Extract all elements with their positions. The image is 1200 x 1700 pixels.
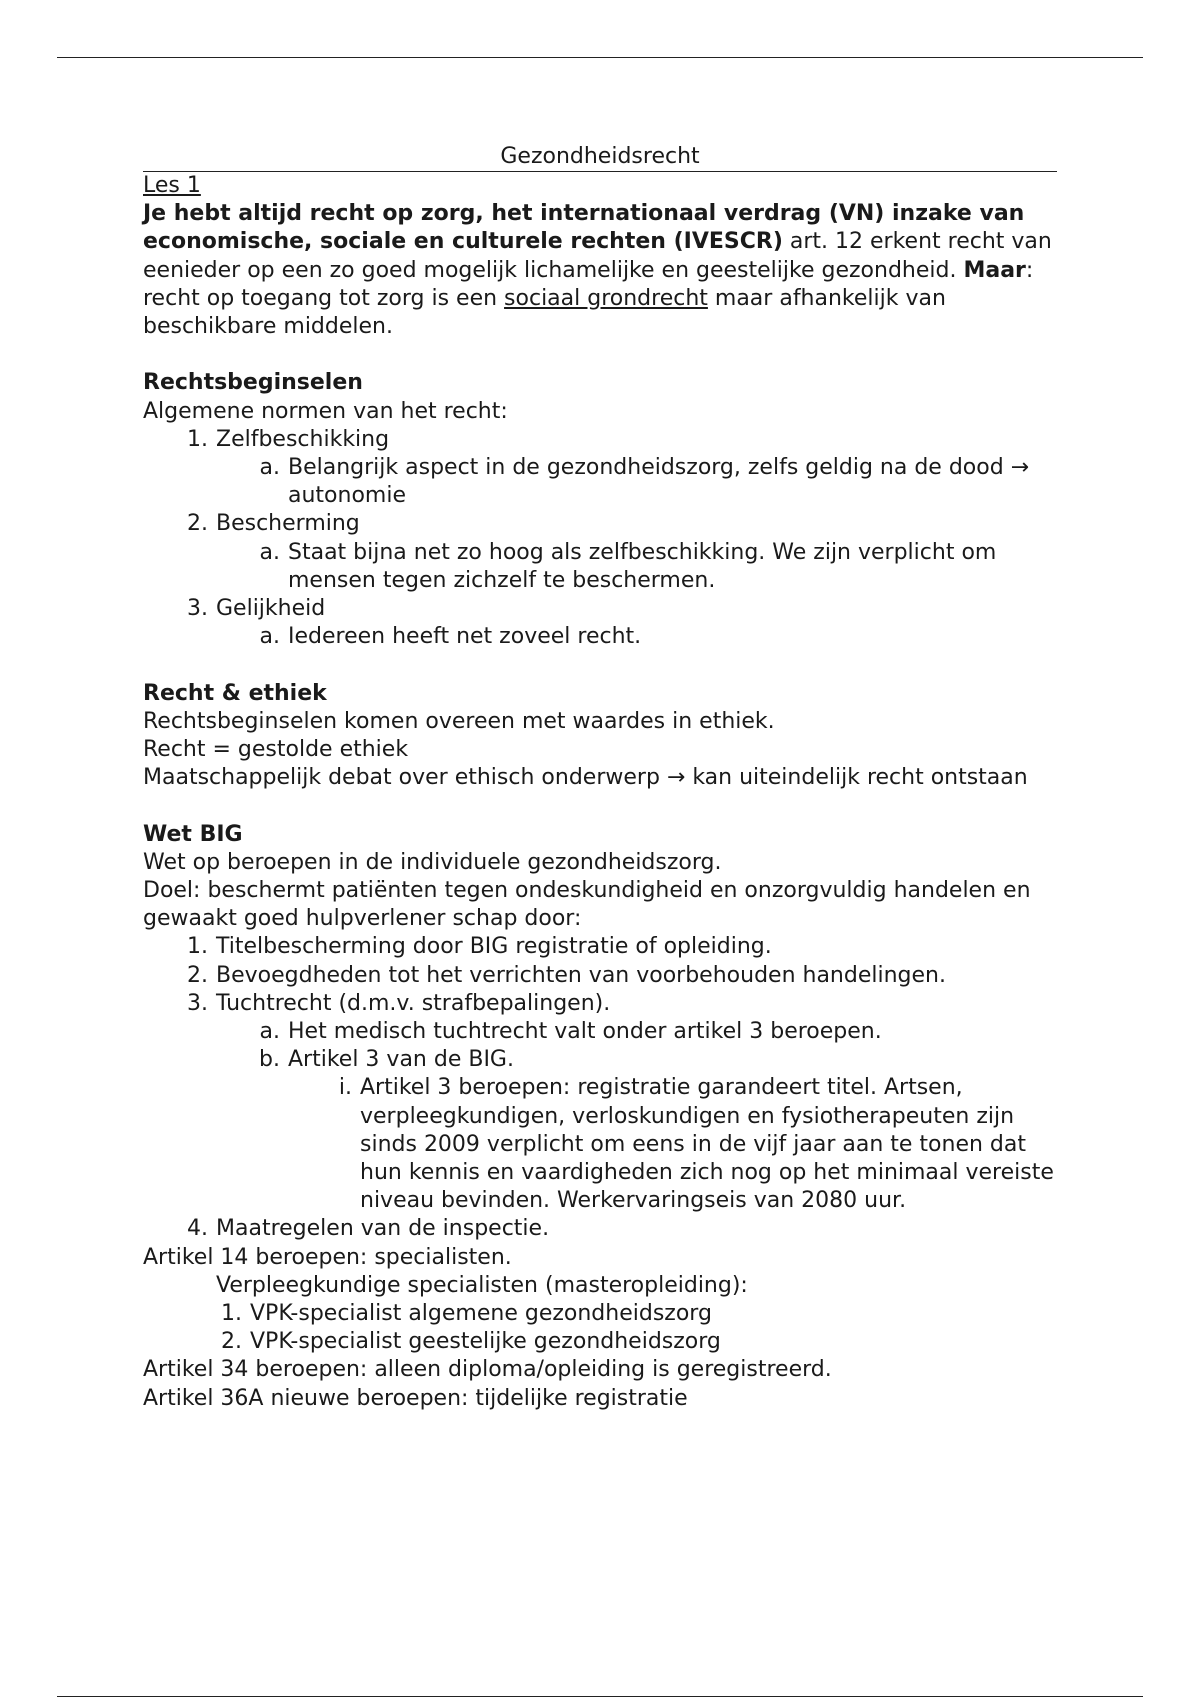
section-lead: Algemene normen van het recht: [143, 398, 508, 424]
section-heading-recht-ethiek: Recht & ethiek [143, 680, 327, 706]
section-heading-wet-big: Wet BIG [143, 821, 243, 847]
paragraph-line: Artikel 14 beroepen: specialisten. [143, 1244, 512, 1270]
paragraph-line: Artikel 36A nieuwe beroepen: tijdelijke registratie [143, 1385, 688, 1411]
header-rule [57, 57, 1143, 58]
lesson-label: Les 1 [143, 173, 201, 198]
list-item: 4. Maatregelen van de inspectie. [187, 1216, 550, 1242]
list-item: a. Iedereen heeft net zoveel recht. [259, 624, 642, 650]
list-item: a. Belangrijk aspect in de gezondheidszorg, zelfs geldig na de dood → autonomie [259, 455, 1030, 509]
list-item: a. Staat bijna net zo hoog als zelfbeschikking. We zijn verplicht om mensen tegen zichzelf te beschermen. [259, 539, 997, 593]
paragraph-line: Maatschappelijk debat over ethisch onderwerp → kan uiteindelijk recht ontstaan [143, 765, 1028, 791]
footer-rule [57, 1696, 1143, 1697]
paragraph-line: Recht = gestolde ethiek [143, 737, 409, 763]
list-item: 3. Gelijkheid [187, 596, 326, 622]
page-title: Gezondheidsrecht [143, 143, 1057, 172]
document-page [143, 143, 1057, 1413]
list-item: 1. Titelbescherming door BIG registratie of opleiding. [187, 934, 772, 960]
list-item: 2. Bescherming [187, 511, 360, 537]
list-item: 2. Bevoegdheden tot het verrichten van voorbehouden handelingen. [187, 962, 946, 988]
list-item: b. Artikel 3 van de BIG. [259, 1047, 514, 1073]
intro-paragraph: Je hebt altijd recht op zorg, het internationaal verdrag (VN) inzake van economische, sociale en culturele rechten (IVESCR) art. 12 erkent recht van eenieder op een zo goed mogelijk lichamelijke en geestelijke gezondheid. Maar: recht op toegang tot zorg is een sociaal grondrecht maar afhankelijk van beschikbare middelen. [143, 201, 1052, 340]
paragraph-line: Artikel 34 beroepen: alleen diploma/opleiding is geregistreerd. [143, 1357, 832, 1383]
list-item: 3. Tuchtrecht (d.m.v. strafbepalingen). [187, 990, 611, 1016]
paragraph-line: Wet op beroepen in de individuele gezondheidszorg. [143, 849, 722, 875]
paragraph-line: Rechtsbeginselen komen overeen met waardes in ethiek. [143, 708, 775, 734]
list-item: a. Het medisch tuchtrecht valt onder artikel 3 beroepen. [259, 1019, 882, 1045]
list-item: 1. VPK-specialist algemene gezondheidszorg [221, 1301, 712, 1327]
list-item: 1. Zelfbeschikking [187, 426, 390, 452]
section-heading-rechtsbeginselen: Rechtsbeginselen [143, 370, 363, 396]
list-item: 2. VPK-specialist geestelijke gezondheidszorg [221, 1329, 721, 1355]
paragraph-line: Verpleegkundige specialisten (masteropleiding): [216, 1272, 748, 1298]
list-item: i. Artikel 3 beroepen: registratie garandeert titel. Artsen, verpleegkundigen, verloskundigen en fysiotherapeuten zijn sinds 2009 verplicht om eens in de vijf jaar aan te tonen dat hun kennis en vaardigheden zich nog op het minimaal vereiste niveau bevinden. Werkervaringseis van 2080 uur. [338, 1075, 1054, 1214]
paragraph-line: Doel: beschermt patiënten tegen ondeskundigheid en onzorgvuldig handelen en gewaakt goed hulpverlener schap door: [143, 878, 1031, 932]
